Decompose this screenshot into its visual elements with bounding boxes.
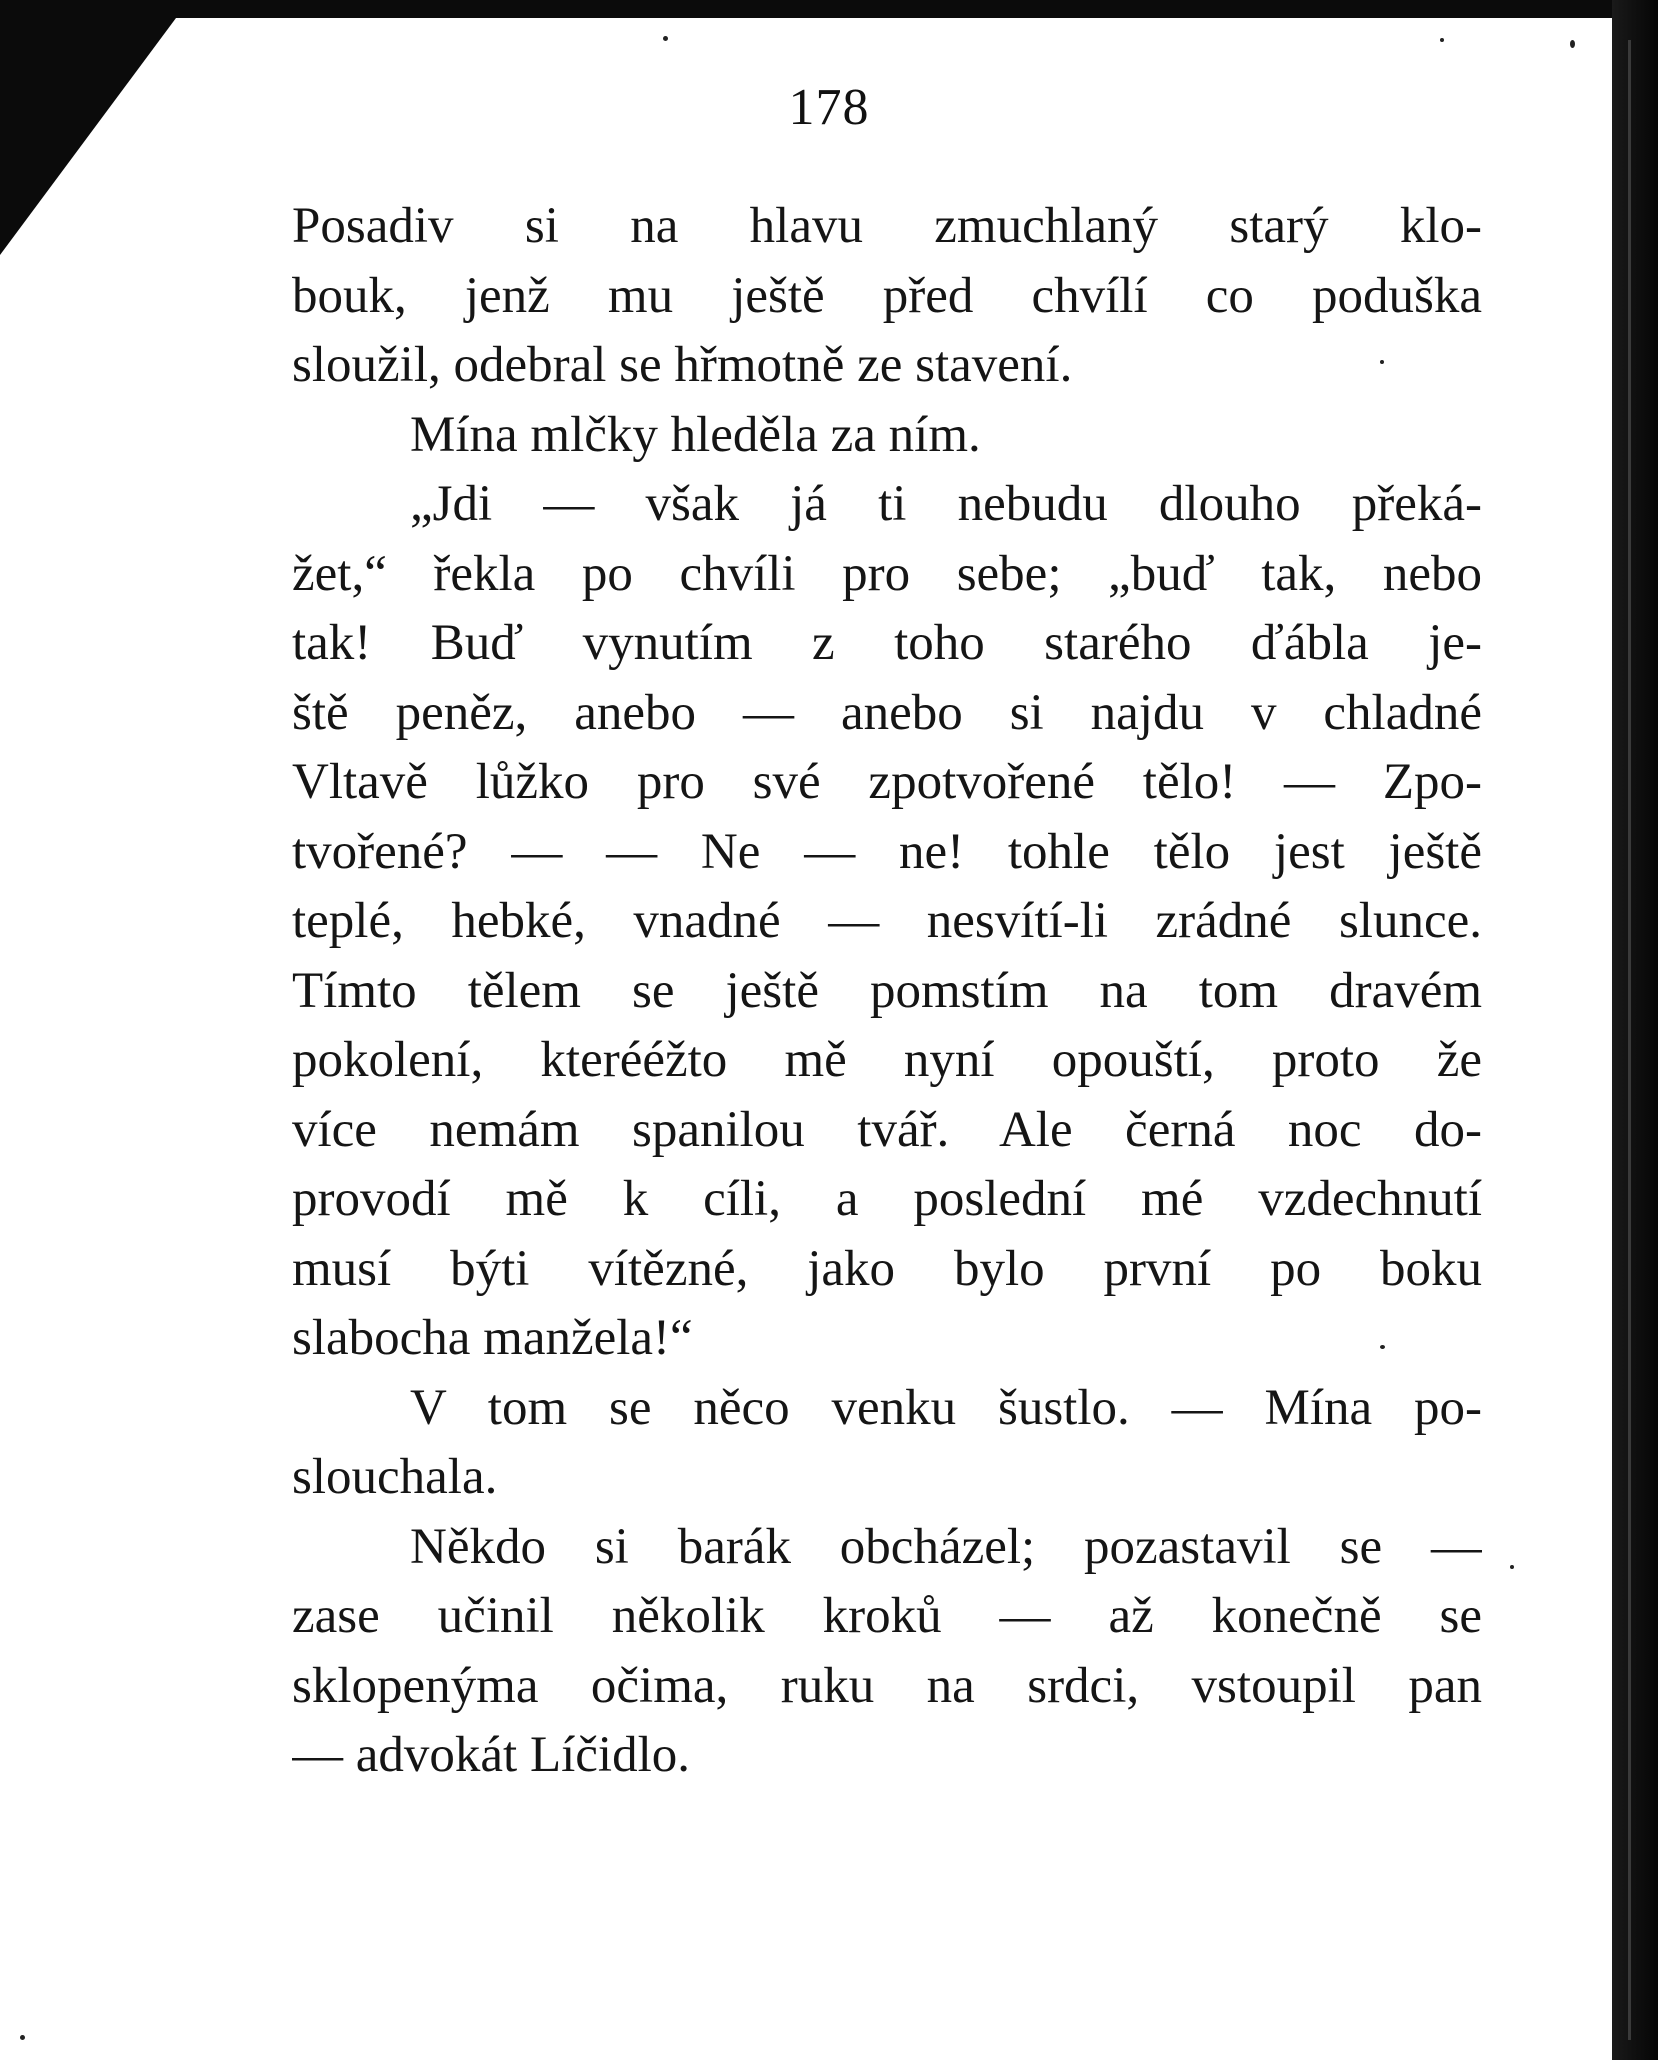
text-line: Vltavě lůžko pro své zpotvořené tělo! — Zpo- — [292, 754, 1482, 810]
text-line: teplé, hebké, vnadné — nesvítí-li zrádné slunce. — [292, 893, 1482, 949]
text-line: slabocha manžela!“ — [292, 1310, 693, 1366]
text-line: více nemám spanilou tvář. Ale černá noc do- — [292, 1101, 1482, 1158]
text-line: tvořené? — — Ne — ne! tohle tělo jest ještě — [292, 823, 1482, 880]
scan-speck — [663, 36, 668, 41]
text-line: bouk, jenž mu ještě před chvílí co poduška — [292, 267, 1482, 324]
text-line: Posadiv si na hlavu zmuchlaný starý klo- — [292, 198, 1482, 254]
text-line: slouchala. — [292, 1449, 498, 1505]
body-text — [292, 192, 1482, 1791]
text-line: V tom se něco venku šustlo. — Mína po- — [410, 1379, 1482, 1436]
scan-speck — [20, 2035, 25, 2040]
text-line: sklopenýma očima, ruku na srdci, vstoupil pan — [292, 1657, 1482, 1714]
text-line: tak! Buď vynutím z toho starého ďábla je- — [292, 615, 1482, 671]
text-line: musí býti vítězné, jako bylo první po boku — [292, 1240, 1482, 1297]
scan-speck — [1570, 40, 1575, 48]
scan-speck — [1510, 1565, 1514, 1569]
text-line: Tímto tělem se ještě pomstím na tom dravém — [292, 962, 1482, 1019]
scan-speck — [1440, 38, 1444, 42]
text-line: — advokát Líčidlo. — [292, 1727, 690, 1783]
text-line: ště peněz, anebo — anebo si najdu v chladné — [292, 684, 1482, 741]
text-line: provodí mě k cíli, a poslední mé vzdechnutí — [292, 1171, 1482, 1227]
page-number: 178 — [788, 79, 870, 136]
text-line: sloužil, odebral se hřmotně ze stavení. — [292, 337, 1073, 393]
text-line: Mína mlčky hleděla za ním. — [410, 406, 981, 463]
text-line: pokolení, kterééžto mě nyní opouští, proto že — [292, 1032, 1482, 1088]
page-fold-line — [1628, 40, 1631, 2040]
text-line: Někdo si barák obcházel; pozastavil se — — [410, 1518, 1482, 1575]
scan-edge — [1612, 0, 1658, 2060]
text-line: „Jdi — však já ti nebudu dlouho překá- — [410, 476, 1482, 532]
text-line: žet,“ řekla po chvíli pro sebe; „buď tak, nebo — [292, 545, 1482, 602]
text-line: zase učinil několik kroků — až konečně se — [292, 1588, 1482, 1644]
scan-speck — [1380, 360, 1384, 364]
scan-speck — [1380, 1345, 1385, 1349]
